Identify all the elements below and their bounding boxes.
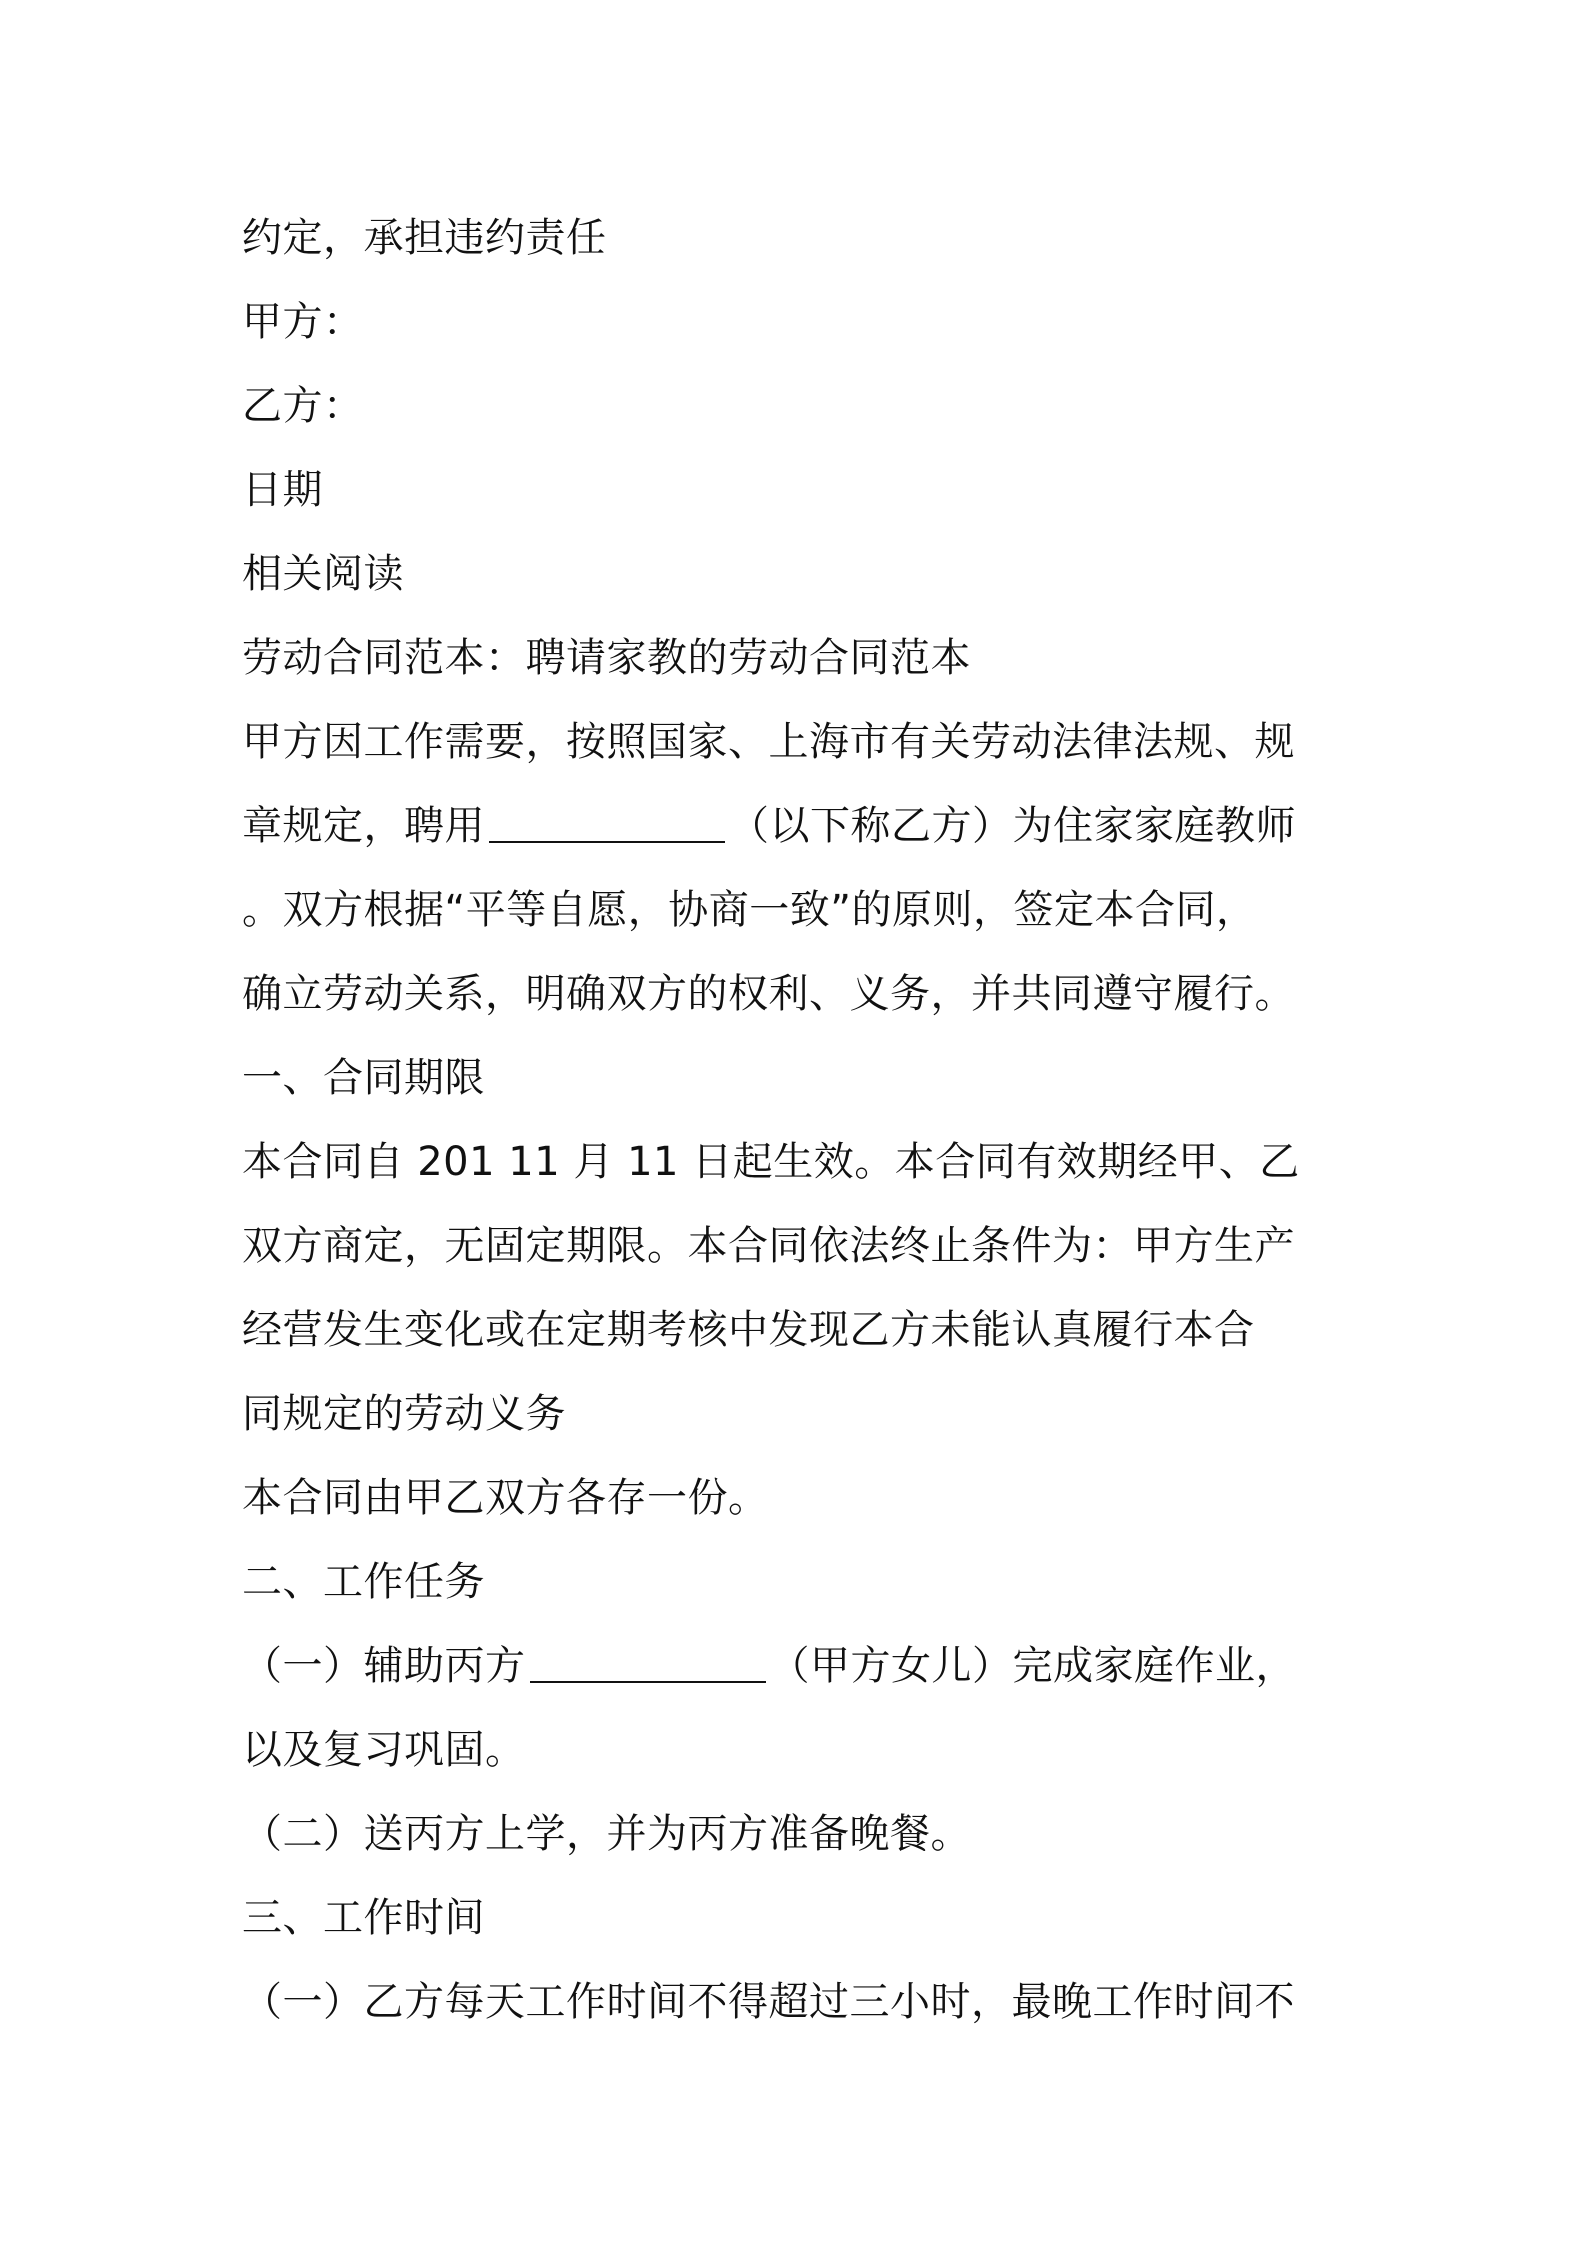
related-reading-heading: 相关阅读 (242, 551, 404, 597)
text-line: 本合同由甲乙双方各存一份。 (242, 1475, 769, 1521)
fill-in-blank (530, 1641, 766, 1683)
party-b-label: 乙方： (242, 383, 364, 429)
text-line: 经营发生变化或在定期考核中发现乙方未能认真履行本合 (242, 1307, 1255, 1353)
text-line: （二）送丙方上学，并为丙方准备晚餐。 (242, 1811, 971, 1857)
document-body (242, 196, 1352, 2044)
section-heading: 一、合同期限 (242, 1055, 485, 1101)
text-segment: （一）辅助丙方 (242, 1643, 526, 1689)
text-segment: （甲方女儿）完成家庭作业， (769, 1643, 1296, 1689)
contract-title: 劳动合同范本：聘请家教的劳动合同范本 (242, 635, 971, 681)
text-line: 约定，承担违约责任 (242, 215, 607, 261)
date-label: 日期 (242, 467, 323, 513)
text-line: 同规定的劳动义务 (242, 1391, 566, 1437)
text-line: 以及复习巩固。 (242, 1727, 526, 1773)
section-heading: 二、工作任务 (242, 1559, 485, 1605)
section-heading: 三、工作时间 (242, 1895, 485, 1941)
text-segment: （以下称乙方）为住家家庭教师 (729, 803, 1296, 849)
text-line: 确立劳动关系，明确双方的权利、义务，并共同遵守履行。 (242, 971, 1295, 1017)
fill-in-blank (489, 801, 725, 843)
text-line-with-blank (242, 1624, 1352, 1708)
text-line: 甲方因工作需要，按照国家、上海市有关劳动法律法规、规 (242, 719, 1295, 765)
text-line: （一）乙方每天工作时间不得超过三小时，最晚工作时间不 (242, 1979, 1295, 2025)
text-line: 。双方根据“平等自愿，协商一致”的原则，签定本合同， (242, 887, 1257, 933)
text-line: 本合同自 201 11 月 11 日起生效。本合同有效期经甲、乙 (242, 1139, 1300, 1185)
text-line: 双方商定，无固定期限。本合同依法终止条件为：甲方生产 (242, 1223, 1295, 1269)
text-segment: 章规定，聘用 (242, 803, 485, 849)
party-a-label: 甲方： (242, 299, 364, 345)
text-line-with-blank (242, 784, 1352, 868)
